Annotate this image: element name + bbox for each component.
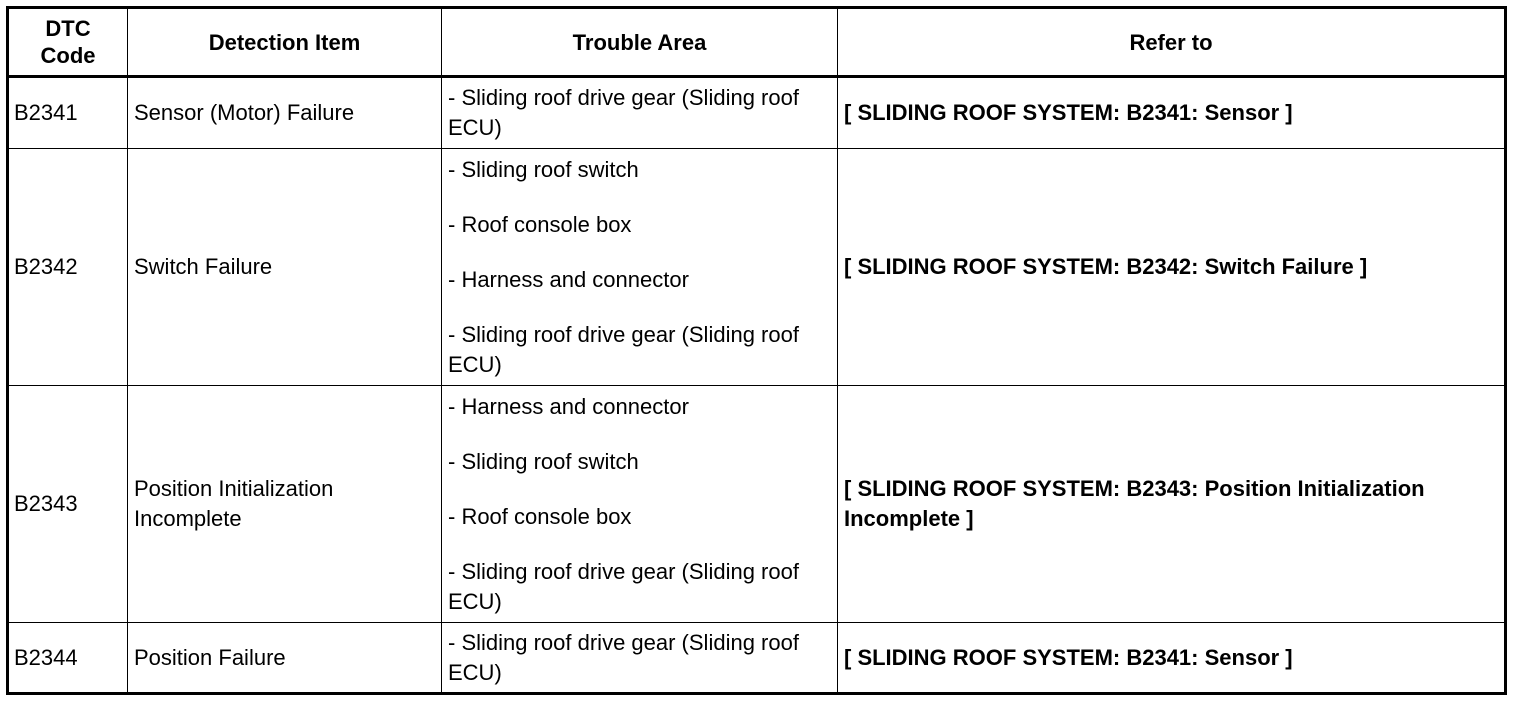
trouble-area-cell [442,386,838,623]
detection-item-cell: Position Failure [128,623,442,694]
header-dtc-code: DTC Code [8,8,128,77]
refer-link[interactable]: [ SLIDING ROOF SYSTEM: B2342: Switch Failure ] [838,149,1506,386]
header-refer-to: Refer to [838,8,1506,77]
detection-item-cell: Position Initialization Incomplete [128,386,442,623]
trouble-area-item: - Harness and connector [448,393,689,419]
trouble-area-item: - Sliding roof drive gear (Sliding roof ECU) [448,629,799,685]
refer-link[interactable]: [ SLIDING ROOF SYSTEM: B2341: Sensor ] [838,77,1506,149]
trouble-area-item: - Sliding roof switch [448,156,639,182]
trouble-area-item: - Sliding roof drive gear (Sliding roof ECU) [448,321,799,377]
table-row [8,77,1506,149]
trouble-area-item: - Sliding roof switch [448,448,639,474]
refer-link[interactable]: [ SLIDING ROOF SYSTEM: B2343: Position Initialization Incomplete ] [838,386,1506,623]
refer-link[interactable]: [ SLIDING ROOF SYSTEM: B2341: Sensor ] [838,623,1506,694]
header-detection-item: Detection Item [128,8,442,77]
dtc-code-cell: B2341 [8,77,128,149]
dtc-code-cell: B2344 [8,623,128,694]
trouble-area-item: - Harness and connector [448,266,689,292]
trouble-area-cell [442,77,838,149]
table-row [8,386,1506,623]
dtc-table [6,6,1507,695]
detection-item-cell: Switch Failure [128,149,442,386]
trouble-area-item: - Sliding roof drive gear (Sliding roof ECU) [448,85,799,140]
dtc-code-cell: B2342 [8,149,128,386]
trouble-area-item: - Sliding roof drive gear (Sliding roof ECU) [448,558,799,614]
table-row [8,149,1506,386]
table-row [8,623,1506,694]
detection-item-cell: Sensor (Motor) Failure [128,77,442,149]
trouble-area-item: - Roof console box [448,503,632,529]
trouble-area-cell [442,623,838,694]
header-trouble-area: Trouble Area [442,8,838,77]
header-row [8,8,1506,77]
trouble-area-cell [442,149,838,386]
trouble-area-item: - Roof console box [448,211,632,237]
dtc-code-cell: B2343 [8,386,128,623]
